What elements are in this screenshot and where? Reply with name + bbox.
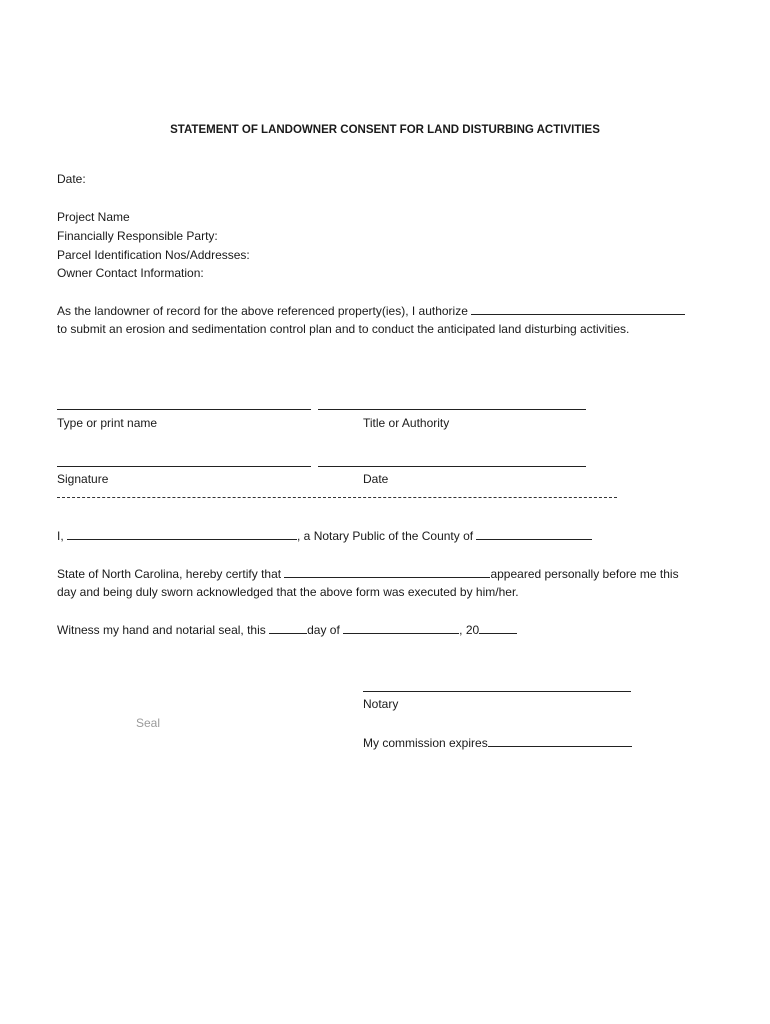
appeared-text: appeared personally before me this <box>490 567 679 581</box>
witness-line <box>57 622 517 637</box>
authorization-text: As the landowner of record for the above referenced property(ies), I authorize <box>57 304 468 318</box>
county-blank[interactable] <box>476 528 592 540</box>
authorization-line-1 <box>57 303 685 318</box>
authorization-line-2: to submit an erosion and sedimentation control plan and to conduct the anticipated land disturbing activities. <box>57 322 630 336</box>
notary-line-1 <box>57 528 592 543</box>
title-authority-label: Title or Authority <box>363 416 450 430</box>
seal-label: Seal <box>136 716 161 730</box>
notary-label: Notary <box>363 697 399 711</box>
witness-day-of: day of <box>307 623 340 637</box>
financially-responsible-label: Financially Responsible Party: <box>57 229 218 243</box>
document-title: STATEMENT OF LANDOWNER CONSENT FOR LAND DISTURBING ACTIVITIES <box>170 124 600 136</box>
witness-year-blank[interactable] <box>479 622 517 634</box>
section-divider <box>57 497 617 498</box>
signature-label: Signature <box>57 472 109 486</box>
signature-line[interactable] <box>57 466 311 467</box>
project-name-label: Project Name <box>57 210 130 224</box>
notary-i-label: I, <box>57 529 64 543</box>
parcel-ids-label: Parcel Identification Nos/Addresses: <box>57 248 250 262</box>
notary-signature-line[interactable] <box>363 691 631 692</box>
notary-name-blank[interactable] <box>67 528 297 540</box>
notary-line-3: day and being duly sworn acknowledged that the above form was executed by him/her. <box>57 585 519 599</box>
date-label: Date: <box>57 172 86 186</box>
witness-text: Witness my hand and notarial seal, this <box>57 623 266 637</box>
type-print-name-label: Type or print name <box>57 416 158 430</box>
witness-month-blank[interactable] <box>343 622 459 634</box>
commission-expires-blank[interactable] <box>488 735 632 747</box>
signature-date-label: Date <box>363 472 389 486</box>
commission-text: My commission expires <box>363 736 488 750</box>
signature-date-line[interactable] <box>318 466 586 467</box>
owner-contact-label: Owner Contact Information: <box>57 266 204 280</box>
authorized-party-blank[interactable] <box>471 303 685 315</box>
commission-line <box>363 735 632 750</box>
print-name-line[interactable] <box>57 409 311 410</box>
witness-day-blank[interactable] <box>269 622 307 634</box>
appearing-party-blank[interactable] <box>284 566 490 578</box>
certify-text: State of North Carolina, hereby certify that <box>57 567 282 581</box>
notary-line-2 <box>57 566 679 581</box>
notary-public-text: , a Notary Public of the County of <box>297 529 474 543</box>
title-authority-line[interactable] <box>318 409 586 410</box>
witness-year-prefix: , 20 <box>459 623 480 637</box>
